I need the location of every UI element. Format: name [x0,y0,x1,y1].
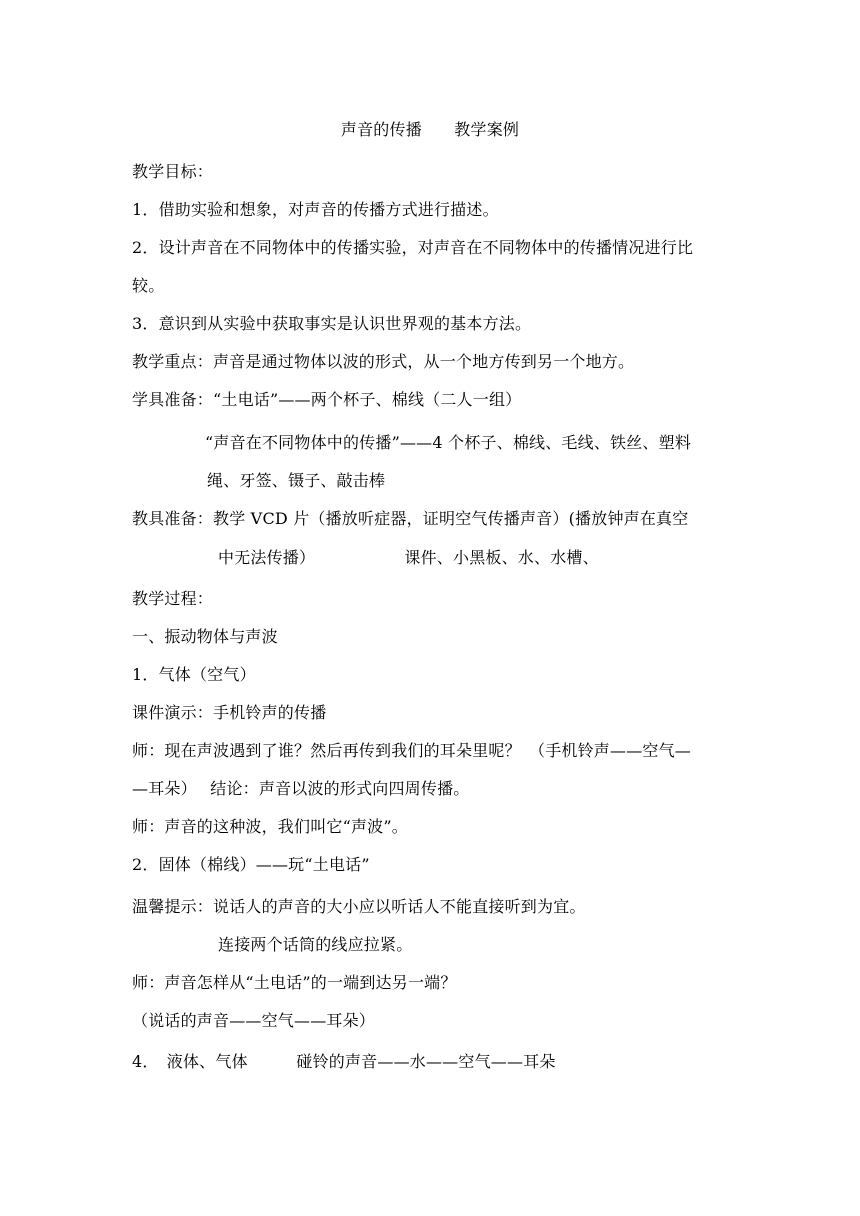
heading-teaching-process: 教学过程： [132,589,214,608]
goal-2-cont: 较。 [132,276,165,295]
item-gas-air: 1．气体（空气） [132,665,256,684]
goal-2: 2．设计声音在不同物体中的传播实验，对声音在不同物体中的传播情况进行比 [132,238,694,257]
item-liquid-gas: 4． 液体、气体 碰铃的声音——水——空气——耳朵 [132,1052,556,1071]
teacher-materials: 教具准备：教学 VCD 片（播放听症器，证明空气传播声音）(播放钟声在真空 [132,509,689,528]
warm-tip-cont: 连接两个话筒的线应拉紧。 [218,935,413,954]
teacher-question-1: 师：现在声波遇到了谁？然后再传到我们的耳朵里呢？ （手机铃声——空气— [132,741,692,760]
document-title: 声音的传播 教学案例 [340,120,520,139]
section-1-heading: 一、振动物体与声波 [132,627,278,646]
student-materials-2-cont: 绳、牙签、镊子、敲击棒 [207,471,386,490]
teacher-materials-cont: 中无法传播） 课件、小黑板、水、水槽、 [218,548,599,567]
teacher-question-1-cont: —耳朵） 结论：声音以波的形式向四周传播。 [132,779,470,798]
goal-1: 1．借助实验和想象，对声音的传播方式进行描述。 [132,200,499,219]
item-solid-cotton: 2．固体（棉线）——玩“土电话” [132,855,370,874]
student-materials-2: “声音在不同物体中的传播”——4 个杯子、棉线、毛线、铁丝、塑料 [205,433,692,452]
teacher-sound-wave: 师：声音的这种波，我们叫它“声波”。 [132,817,408,836]
teacher-question-2: 师：声音怎样从“土电话”的一端到达另一端？ [132,973,457,992]
heading-teaching-goals: 教学目标： [132,162,214,181]
teaching-focus: 教学重点：声音是通过物体以波的形式，从一个地方传到另一个地方。 [132,352,635,371]
warm-tip: 温馨提示：说话人的声音的大小应以听话人不能直接听到为宜。 [132,897,586,916]
goal-3: 3．意识到从实验中获取事实是认识世界观的基本方法。 [132,314,532,333]
student-materials: 学具准备：“土电话”——两个杯子、棉线（二人一组） [132,390,522,409]
courseware-demo: 课件演示：手机铃声的传播 [132,703,327,722]
answer-path: （说话的声音——空气——耳朵） [132,1011,376,1030]
